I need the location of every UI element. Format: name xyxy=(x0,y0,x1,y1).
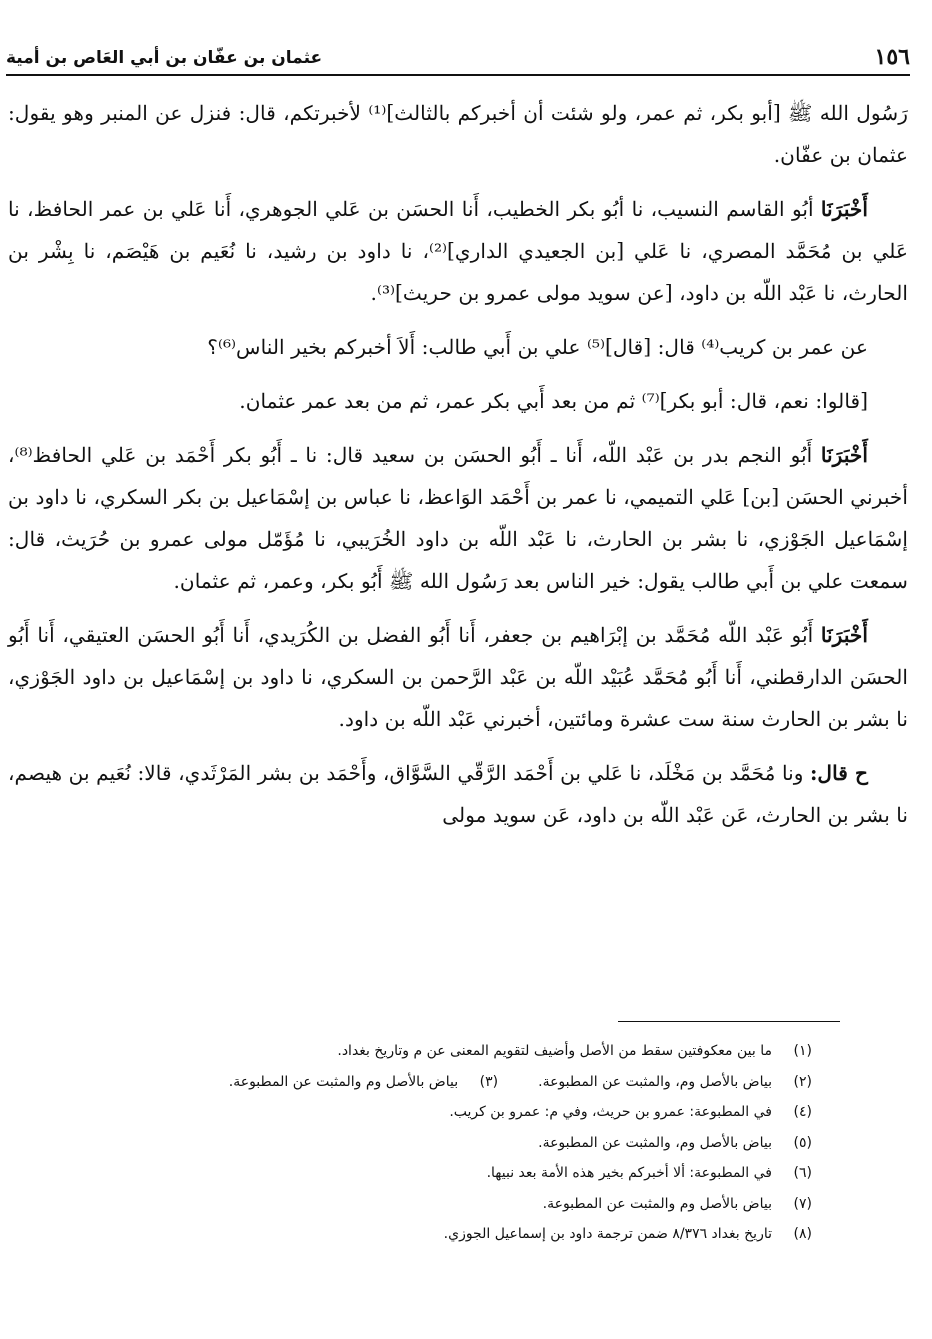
paragraph xyxy=(8,326,908,368)
footnote-row xyxy=(60,1067,812,1098)
footnote-row xyxy=(60,1158,812,1189)
running-title: عثمان بن عفّان بن أبي العَاص بن أمية xyxy=(6,48,323,68)
paragraph xyxy=(8,380,908,422)
footnote xyxy=(229,1067,498,1098)
paragraph-keyword: ح قال: xyxy=(809,761,868,785)
paragraph xyxy=(8,188,908,314)
paragraph-text: أَبُو النجم بدر بن عَبْد اللّه، أَنا ـ أَبُو الحسَن بن سعيد قال: نا ـ أَبُو بكر أَحْمَد بن عَلي الحافظ⁽⁸⁾، أخبرني الحسَن [بن] عَلي التميمي، نا عمر بن أَحْمَد الوَاعظ، نا عباس بن إسْمَاعيل بن بكر السكري، نا داود بن إسْمَاعيل الجَوْزي، نا بشر بن الحارث، نا عَبْد اللّه بن داود الخُرَيبي، نا مُؤَمّل مولى عمرو بن حُرَيث، قال: سمعت علي بن أَبي طالب يقول: خير الناس بعد رَسُول الله ﷺ أَبُو بكر، وعمر، ثم عثمان. xyxy=(8,443,908,593)
footnote-number: (٨) xyxy=(793,1226,812,1242)
paragraph-text: ونا مُحَمَّد بن مَخْلَد، نا عَلي بن أَحْمَد الرَّقّي السَّوَّاق، وأَحْمَد بن بشر المَرْثَدي، قالا: نُعَيم بن هيصم، نا بشر بن الحارث، عَن عَبْد اللّه بن داود، عَن سويد مولى xyxy=(8,761,908,827)
paragraph-text: رَسُول الله ﷺ [أبو بكر، ثم عمر، ولو شئت أن أخبركم بالثالث]⁽¹⁾ لأخبرتكم، قال: فنزل عن المنبر وهو يقول: عثمان بن عفّان. xyxy=(8,101,908,167)
footnote-text: بياض بالأصل وم والمثبت عن المطبوعة. xyxy=(228,1073,459,1090)
footnote-number: (٤) xyxy=(793,1104,812,1120)
paragraph-keyword: أَخْبَرَنَا xyxy=(820,197,868,221)
paragraph xyxy=(8,752,908,836)
footnote-text: بياض بالأصل وم والمثبت عن المطبوعة. xyxy=(542,1195,772,1212)
footnote-text: بياض بالأصل وم، والمثبت عن المطبوعة. xyxy=(538,1073,772,1090)
footnote-number: (٥) xyxy=(793,1134,812,1151)
paragraph-text: أبُو القاسم النسيب، نا أبُو بكر الخطيب، أَنا الحسَن بن عَلي الجوهري، أَنا عَلي بن عمر الحافظ، نا عَلي بن مُحَمَّد المصري، نا عَلي [بن الجعيدي الداري]⁽²⁾، نا داود بن رشيد، نا نُعَيم بن هَيْصَم، نا بِشْر بن الحارث، نا عَبْد اللّه بن داود، [عن سويد مولى عمرو بن حريث]⁽³⁾. xyxy=(8,197,908,305)
footnote xyxy=(337,1036,812,1067)
paragraph-text: أَبُو عَبْد اللّه مُحَمَّد بن إبْرَاهيم بن جعفر، أَنا أَبُو الفضل بن الكُرَيدي، أَنا أَبُو الحسَن العتيقي، أَنا أَبُو الحسَن الدارقطني، أَنا أَبُو مُحَمَّد عُبَيْد اللّه بن عَبْد الرَّحمن بن السكري، نا داود بن إسْمَاعيل بن داود الجَوْزي، نا بشر بن الحارث سنة ست عشرة ومائتين، أخبرني عَبْد اللّه بن داود. xyxy=(8,623,908,731)
footnote-divider xyxy=(618,1021,840,1022)
page-number: ١٥٦ xyxy=(874,44,910,70)
paragraph-text: عن عمر بن كريب⁽⁴⁾ قال: [قال]⁽⁵⁾ علي بن أَبي طالب: أَلاَ أخبركم بخير الناس⁽⁶⁾؟ xyxy=(207,335,868,359)
footnote-row xyxy=(60,1189,812,1220)
paragraph xyxy=(8,92,908,176)
footnote-row xyxy=(60,1097,812,1128)
footnote-text: في المطبوعة: ألا أخبركم بخير هذه الأمة بعد نبيها. xyxy=(486,1165,772,1181)
footnote xyxy=(449,1097,812,1128)
footnote-row xyxy=(60,1219,812,1250)
footnote xyxy=(487,1158,812,1189)
footnote-row xyxy=(60,1036,812,1067)
page-header xyxy=(6,34,910,76)
footnote-text: بياض بالأصل وم، والمثبت عن المطبوعة. xyxy=(538,1134,772,1151)
footnote-spacer xyxy=(498,1067,538,1098)
paragraph-keyword: أَخْبَرَنَا xyxy=(820,623,868,647)
paragraph xyxy=(8,434,908,602)
footnote-number: (٢) xyxy=(793,1073,812,1090)
footnote-number: (١) xyxy=(793,1043,812,1059)
footnote xyxy=(538,1067,812,1098)
footnote-number: (٦) xyxy=(793,1165,812,1181)
footnotes xyxy=(60,1036,812,1250)
footnote xyxy=(538,1128,812,1159)
footnote-row xyxy=(60,1128,812,1159)
paragraph-text: [قالوا: نعم، قال: أبو بكر]⁽⁷⁾ ثم من بعد أَبي بكر عمر، ثم من بعد عمر عثمان. xyxy=(239,389,868,413)
footnote-text: تاريخ بغداد ٨/٣٧٦ ضمن ترجمة داود بن إسماعيل الجوزي. xyxy=(443,1226,772,1242)
footnote-text: ما بين معكوفتين سقط من الأصل وأضيف لتقويم المعنى عن م وتاريخ بغداد. xyxy=(337,1043,772,1059)
footnote-number: (٧) xyxy=(793,1195,812,1212)
footnote-number: (٣) xyxy=(479,1073,499,1090)
paragraph xyxy=(8,614,908,740)
footnote-text: في المطبوعة: عمرو بن حريث، وفي م: عمرو بن كريب. xyxy=(449,1104,772,1120)
footnote xyxy=(543,1189,812,1220)
main-text xyxy=(8,92,908,1012)
footnote xyxy=(444,1219,812,1250)
paragraph-keyword: أَخْبَرَنَا xyxy=(820,443,868,467)
